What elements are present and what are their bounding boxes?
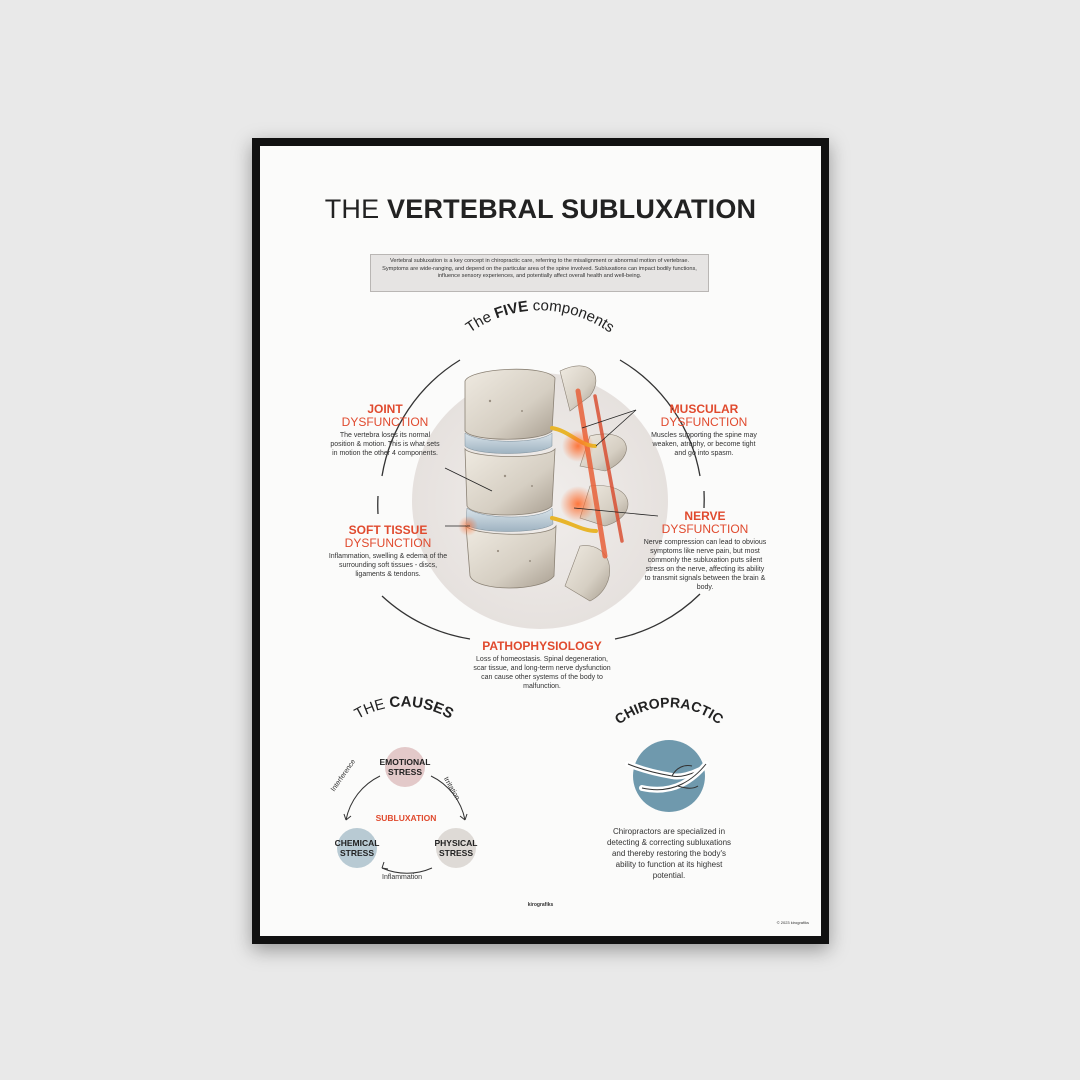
joint-dysfunction: JOINT DYSFUNCTION The vertebra loses its normal position & motion. This is what sets in motion the other 4 components. (330, 402, 440, 457)
chiropractic-description: Chiropractors are specialized in detecting & correcting subluxations and thereby restoring the body's ability to function at its highest potential. (606, 827, 732, 880)
physical-stress-label: PHYSICAL STRESS (434, 838, 478, 858)
pathophysiology: PATHOPHYSIOLOGY Loss of homeostasis. Spinal degeneration, scar tissue, and long-term nerve dysfunction can cause other systems of the body to malfunction. (473, 639, 611, 690)
hands-icon (628, 740, 706, 812)
causes-heading: THE CAUSES (351, 693, 457, 723)
five-components-heading: The FIVE components (462, 297, 618, 337)
poster-title: THE VERTEBRAL SUBLUXATION (324, 194, 757, 224)
interference-label: Interference (330, 758, 358, 794)
nerve-dysfunction: NERVE DYSFUNCTION Nerve compression can lead to obvious symptoms like nerve pain, but most commonly the subluxation puts silent stress on the nerve, affecting its ability to transmit signals between the brain & body. (643, 509, 767, 591)
chemical-stress-label: CHEMICAL STRESS (334, 838, 380, 858)
subluxation-label: SUBLUXATION (375, 813, 437, 823)
inflammation-label: Inflammation (382, 874, 423, 881)
soft-tissue-dysfunction: SOFT TISSUE DYSFUNCTION Inflammation, swelling & edema of the surrounding soft tissues - discs, ligaments & tendons. (328, 523, 448, 578)
poster (260, 146, 821, 936)
irritation-label: Irritation (441, 776, 461, 802)
brand-label: kirografiks (527, 902, 554, 908)
emotional-stress-label: EMOTIONAL STRESS (379, 757, 431, 777)
chiropractic-heading: CHIROPRACTIC (611, 694, 727, 728)
muscular-dysfunction: MUSCULAR DYSFUNCTION Muscles supporting the spine may weaken, atrophy, or become tight and go into spasm. (651, 402, 757, 457)
intro-box: Vertebral subluxation is a key concept in chiropractic care, referring to the misalignment or abnormal motion of vertebrae. Symptoms are wide-ranging, and depend on the particular area of the spine involved. Subluxations can impact bodily functions, influence sensory experiences, and potentially affect overall health and well-being. (370, 254, 709, 292)
copyright-label: © 2023 kirografiks (776, 920, 809, 925)
